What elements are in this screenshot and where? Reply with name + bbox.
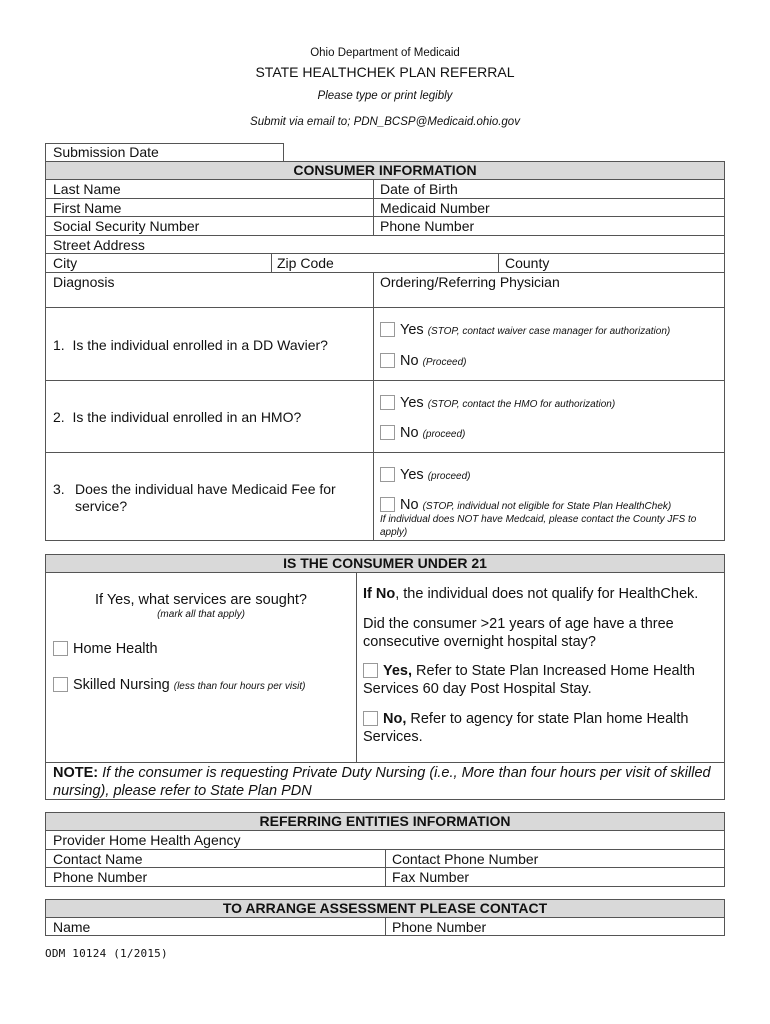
contact-phone-field[interactable]: Contact Phone Number	[392, 851, 539, 867]
q1-no-checkbox[interactable]	[380, 353, 395, 368]
home-health-option[interactable]: Home Health	[53, 640, 158, 658]
form-id: ODM 10124 (1/2015)	[45, 947, 168, 960]
fax-number-field[interactable]: Fax Number	[392, 869, 470, 885]
medicaid-number-field[interactable]: Medicaid Number	[380, 200, 490, 216]
phone-field[interactable]: Phone Number	[380, 218, 475, 234]
q3-medicaid-note: If individual does NOT have Medcaid, please contact the County JFS to apply)	[380, 514, 697, 538]
stay-yes-option[interactable]: Yes, Refer to State Plan Increased Home Health Services 60 day Post Hospital Stay.	[363, 663, 695, 697]
street-address-field[interactable]: Street Address	[53, 237, 145, 253]
services-question: If Yes, what services are sought?	[95, 592, 307, 608]
q3-yes-checkbox[interactable]	[380, 467, 395, 482]
stay-yes-checkbox[interactable]	[363, 663, 378, 678]
q3-no-option[interactable]: No (STOP, individual not eligible for State Plan HealthChek)	[380, 496, 671, 516]
pdn-note: NOTE: If the consumer is requesting Private Duty Nursing (i.e., More than four hours per visit of skilled nursing), please refer to State Plan PDN	[53, 765, 711, 799]
stay-no-checkbox[interactable]	[363, 711, 378, 726]
referring-header: REFERRING ENTITIES INFORMATION	[46, 813, 724, 830]
if-no-statement: If No, the individual does not qualify for HealthChek.	[363, 586, 699, 602]
form-title: STATE HEALTHCHEK PLAN REFERRAL	[255, 64, 515, 80]
ssn-field[interactable]: Social Security Number	[53, 218, 200, 234]
services-hint: (mark all that apply)	[157, 609, 245, 620]
instruction-text: Please type or print legibly	[317, 90, 453, 102]
home-health-checkbox[interactable]	[53, 641, 68, 656]
hospital-stay-question: Did the consumer >21 years of age have a three consecutive overnight hospital stay?	[363, 616, 674, 650]
question-1: 1. Is the individual enrolled in a DD Wavier?	[53, 337, 328, 353]
city-field[interactable]: City	[53, 255, 78, 271]
referring-phone-field[interactable]: Phone Number	[53, 869, 148, 885]
stay-no-option[interactable]: No, Refer to agency for state Plan home Health Services.	[363, 711, 689, 745]
agency-name: Ohio Department of Medicaid	[310, 47, 460, 59]
skilled-nursing-checkbox[interactable]	[53, 677, 68, 692]
last-name-field[interactable]: Last Name	[53, 181, 121, 197]
q3-yes-option[interactable]: Yes (proceed)	[380, 466, 471, 486]
q2-no-option[interactable]: No (proceed)	[380, 424, 465, 444]
assessment-phone-field[interactable]: Phone Number	[392, 919, 487, 935]
q2-yes-option[interactable]: Yes (STOP, contact the HMO for authorization)	[380, 394, 615, 414]
physician-field[interactable]: Ordering/Referring Physician	[380, 274, 560, 290]
dob-field[interactable]: Date of Birth	[380, 181, 458, 197]
q1-yes-checkbox[interactable]	[380, 322, 395, 337]
first-name-field[interactable]: First Name	[53, 200, 122, 216]
q1-no-option[interactable]: No (Proceed)	[380, 352, 466, 372]
under-21-header: IS THE CONSUMER UNDER 21	[46, 555, 724, 572]
q2-yes-checkbox[interactable]	[380, 395, 395, 410]
skilled-nursing-option[interactable]: Skilled Nursing (less than four hours per visit)	[53, 676, 305, 696]
zip-code-field[interactable]: Zip Code	[277, 255, 334, 271]
contact-name-field[interactable]: Contact Name	[53, 851, 143, 867]
q2-no-checkbox[interactable]	[380, 425, 395, 440]
submission-date-label: Submission Date	[53, 144, 159, 160]
submit-instructions: Submit via email to; PDN_BCSP@Medicaid.ohio.gov	[250, 116, 520, 128]
assessment-header: TO ARRANGE ASSESSMENT PLEASE CONTACT	[46, 900, 724, 917]
consumer-info-header: CONSUMER INFORMATION	[46, 162, 724, 179]
question-2: 2. Is the individual enrolled in an HMO?	[53, 409, 302, 425]
diagnosis-field[interactable]: Diagnosis	[53, 274, 115, 290]
q3-no-checkbox[interactable]	[380, 497, 395, 512]
county-field[interactable]: County	[505, 255, 550, 271]
provider-agency-field[interactable]: Provider Home Health Agency	[53, 832, 241, 848]
assessment-name-field[interactable]: Name	[53, 919, 91, 935]
question-3: 3. Does the individual have Medicaid Fee for service?	[53, 481, 336, 514]
q1-yes-option[interactable]: Yes (STOP, contact waiver case manager for authorization)	[380, 321, 670, 341]
